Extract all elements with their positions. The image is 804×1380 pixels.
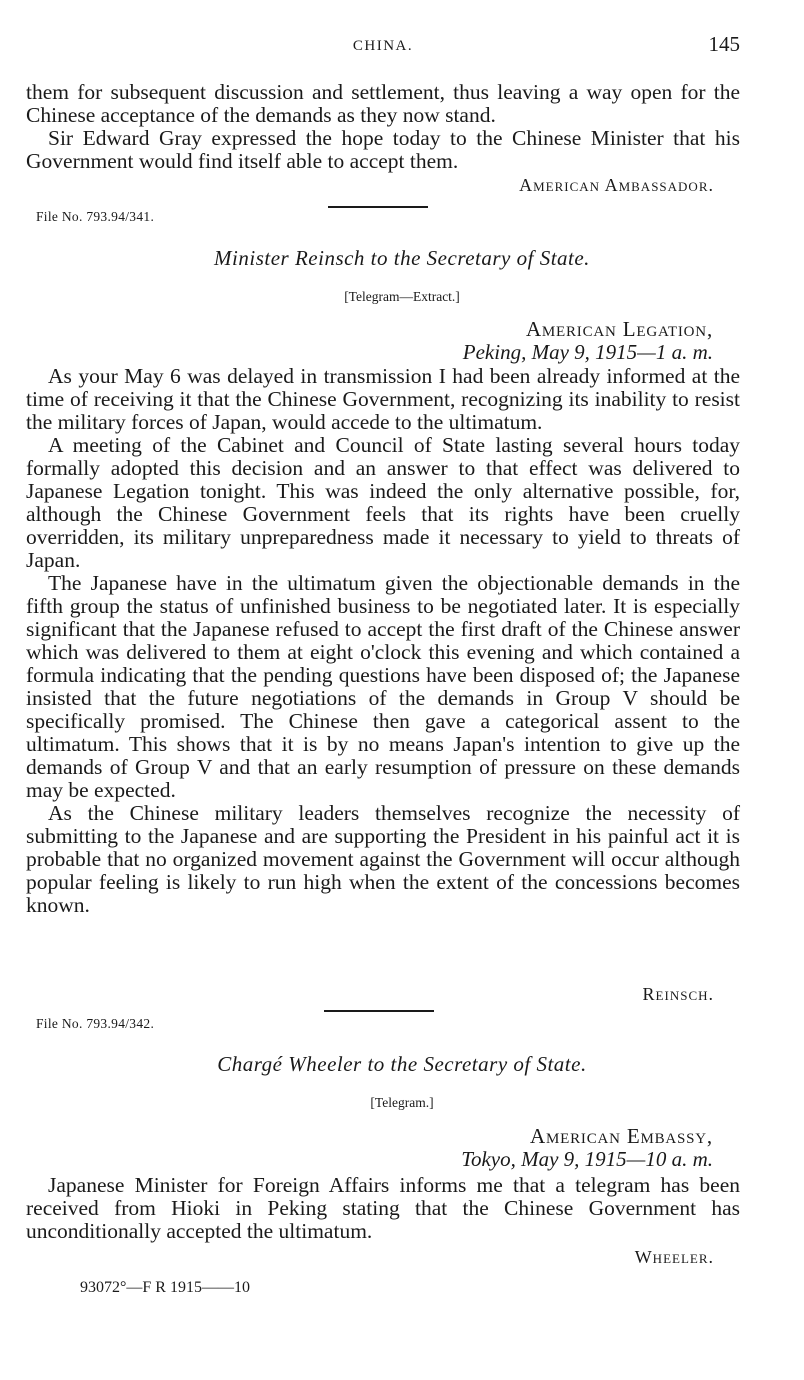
signature-wheeler: Wheeler.: [634, 1247, 714, 1267]
section-divider: [324, 1010, 434, 1012]
signature-ambassador: American Ambassador.: [519, 175, 714, 195]
running-head: [26, 30, 740, 60]
paragraph: A meeting of the Cabinet and Council of State lasting several hours today formally adopted this decision and an answer to that effect was delivered to Japanese Legation tonight. This was indeed the only alternative possible, for, although the Chinese Government feels that its rights have been cruelly overridden, its military unpreparedness made it necessary to yield to threats of Japan.: [26, 433, 740, 572]
paragraph: As your May 6 was delayed in transmission I had been already informed at the time of receiving it that the Chinese Government, recognizing its inability to resist the military forces of Japan, would accede to the ultimatum.: [26, 364, 740, 434]
page-number: 145: [708, 32, 740, 56]
document-heading: Chargé Wheeler to the Secretary of State.: [217, 1052, 587, 1076]
file-number: File No. 793.94/341.: [36, 209, 155, 224]
paragraph: The Japanese have in the ultimatum given the objectionable demands in the fifth group the status of unfinished business to be negotiated later. It is especially significant that the Japanese refused to accept the first draft of the Chinese answer which was delivered to them at eight o'clock this evening and which contained a formula indicating that the pending questions have been disposed of; the Japanese insisted that the future negotiations of the demands in Group V should be specifically promised. The Chinese then gave a categorical assent to the ultimatum. This shows that it is by no means Japan's intention to give up the demands of Group V and that an early resumption of pressure on these demands may be expected.: [26, 571, 740, 802]
file-number: File No. 793.94/342.: [36, 1016, 155, 1031]
section-divider: [328, 206, 428, 208]
dateline: Peking, May 9, 1915—1 a. m.: [462, 340, 713, 364]
paragraph: Sir Edward Gray expressed the hope today to the Chinese Minister that his Government would find itself able to accept them.: [26, 126, 740, 173]
telegram-body: [26, 365, 740, 917]
telegram-body: [26, 1174, 740, 1243]
paragraph: Japanese Minister for Foreign Affairs informs me that a telegram has been received from Hioki in Peking stating that the Chinese Government has unconditionally accepted the ultimatum.: [26, 1173, 740, 1243]
running-title: CHINA.: [352, 38, 414, 54]
paragraph: them for subsequent discussion and settlement, thus leaving a way open for the Chinese acceptance of the demands as they now stand.: [26, 80, 740, 127]
printer-footer: 93072°—F R 1915——10: [80, 1279, 250, 1296]
document-heading: Minister Reinsch to the Secretary of State.: [214, 246, 590, 270]
telegram-note: [Telegram—Extract.]: [344, 289, 460, 304]
telegram-note: [Telegram.]: [370, 1095, 434, 1110]
paragraph: As the Chinese military leaders themselves recognize the necessity of submitting to the Japanese and are supporting the President in his painful act it is probable that no organized movement against the Government will occur although popular feeling is likely to run high when the extent of the concessions becomes known.: [26, 801, 740, 917]
sender-location: American Legation,: [525, 317, 713, 341]
signature-reinsch: Reinsch.: [642, 984, 714, 1004]
sender-location: American Embassy,: [530, 1124, 713, 1148]
continuation-text: [26, 81, 740, 173]
dateline: Tokyo, May 9, 1915—10 a. m.: [461, 1147, 713, 1171]
